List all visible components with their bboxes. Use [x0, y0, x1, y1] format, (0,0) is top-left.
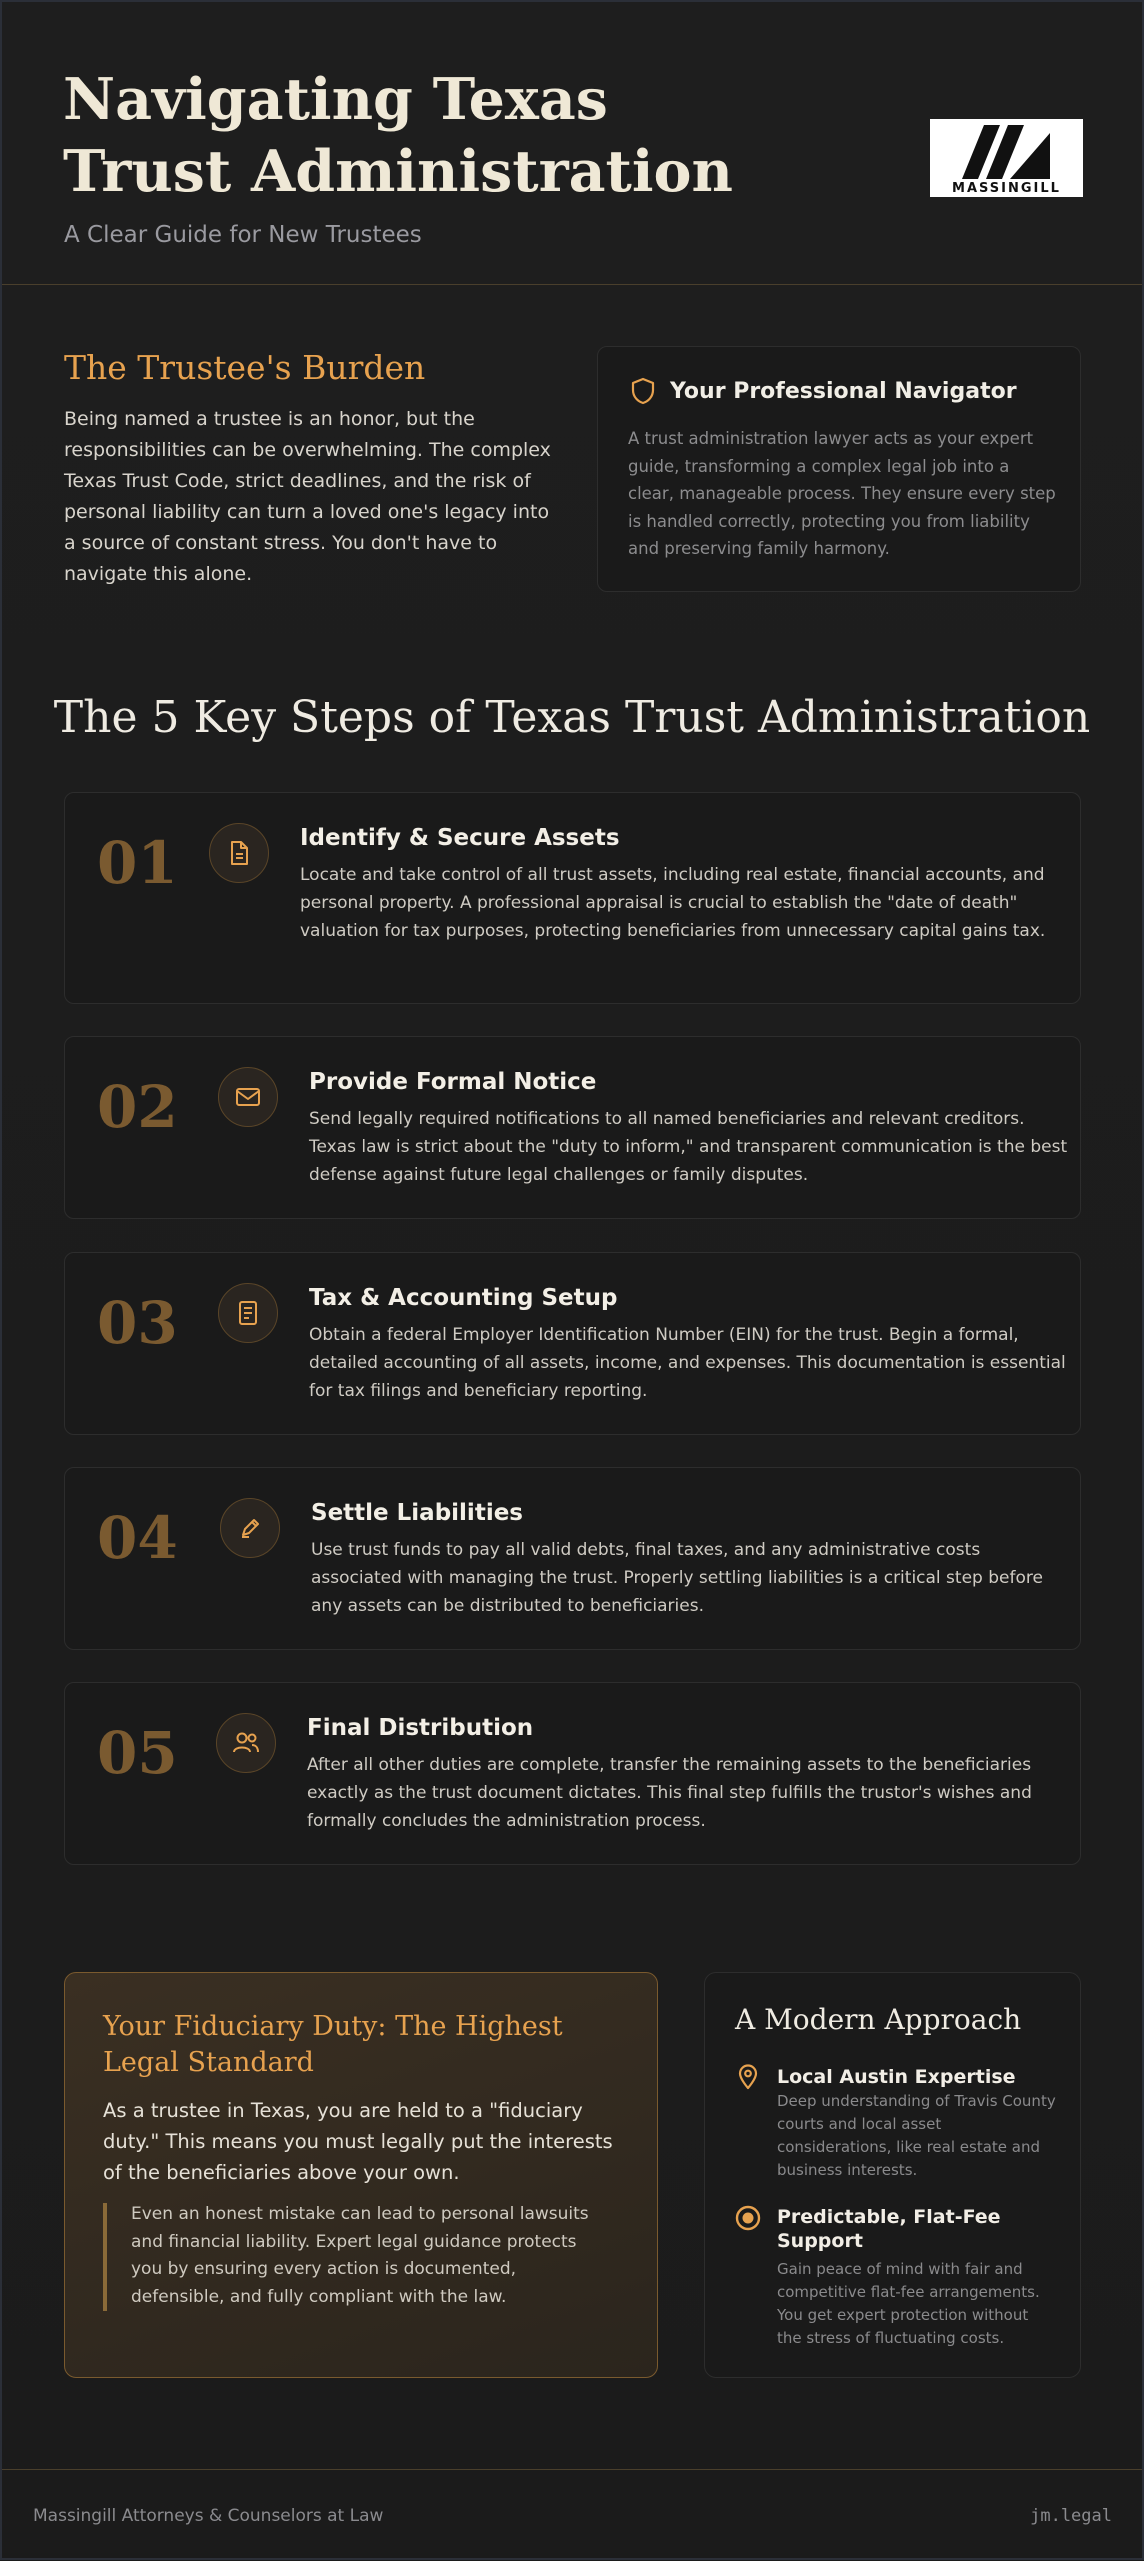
- page-title: Navigating Texas Trust Administration: [63, 66, 733, 205]
- massingill-logo: [930, 119, 1083, 197]
- footer-domain: jm.legal: [1030, 2506, 1112, 2526]
- page-footer: [2, 2469, 1142, 2561]
- map-pin-icon: [735, 2063, 761, 2095]
- step-title: Identify & Secure Assets: [300, 825, 620, 851]
- step-description: After all other duties are complete, transfer the remaining assets to the beneficiaries exactly as the trust document dictates. This final step fulfills the trustor's wishes and formally concludes the administration process.: [307, 1755, 1032, 1831]
- step-title: Provide Formal Notice: [309, 1069, 597, 1095]
- logo-wordmark: MASSINGILL: [952, 181, 1061, 196]
- step-number: 03: [97, 1289, 178, 1357]
- document-icon: [209, 823, 269, 883]
- duty-quote-text: Even an honest mistake can lead to personal lawsuits and financial liability. Expert legal guidance protects you by ensuring every action is documented, defensible, and fully compliant with the law.: [131, 2204, 589, 2307]
- step-title: Settle Liabilities: [311, 1500, 523, 1526]
- modern-title: A Modern Approach: [735, 2003, 1022, 2036]
- navigator-title: Your Professional Navigator: [670, 379, 1017, 404]
- step-number: 01: [97, 829, 178, 897]
- step-number: 04: [97, 1504, 178, 1572]
- modern-item-text: Deep understanding of Travis County courts and local asset considerations, like real estate and business interests.: [777, 2092, 1056, 2179]
- step-card-1: [64, 792, 1081, 1004]
- pen-icon: [220, 1498, 280, 1558]
- step-description: Locate and take control of all trust assets, including real estate, financial accounts, and personal property. A professional appraisal is crucial to establish the "date of death" valuation for tax purposes, protecting beneficiaries from unnecessary capital gains tax.: [300, 865, 1046, 941]
- fiduciary-duty-card: [64, 1972, 658, 2378]
- modern-item-text: Gain peace of mind with fair and competitive flat-fee arrangements. You get expert protection without the stress of fluctuating costs.: [777, 2260, 1040, 2347]
- step-number: 05: [97, 1719, 178, 1787]
- step-title: Final Distribution: [307, 1715, 534, 1741]
- step-card-3: [64, 1252, 1081, 1435]
- step-card-5: [64, 1682, 1081, 1865]
- coin-icon: [735, 2205, 761, 2235]
- navigator-text: A trust administration lawyer acts as your expert guide, transforming a complex legal job into a clear, manageable process. They ensure every step is handled correctly, protecting you from liability and preserving family harmony.: [628, 429, 1056, 558]
- duty-text: As a trustee in Texas, you are held to a "fiduciary duty." This means you must legally put the interests of the beneficiaries above your own.: [103, 2099, 613, 2184]
- page-header: [2, 2, 1142, 285]
- step-description: Send legally required notifications to all named beneficiaries and relevant creditors. Texas law is strict about the "duty to inform," and transparent communication is the best defense against future legal challenges or family disputes.: [309, 1109, 1068, 1185]
- duty-title: Your Fiduciary Duty: The Highest Legal Standard: [103, 2011, 563, 2078]
- burden-text: Being named a trustee is an honor, but the responsibilities can be overwhelming. The complex Texas Trust Code, strict deadlines, and the risk of personal liability can turn a loved one's legacy into a source of constant stress. You don't have to navigate this alone.: [64, 408, 551, 585]
- modern-item-title: Local Austin Expertise: [777, 2066, 1016, 2088]
- shield-icon: [630, 377, 656, 409]
- burden-heading: The Trustee's Burden: [64, 348, 426, 387]
- footer-firm-name: Massingill Attorneys & Counselors at Law: [33, 2506, 384, 2526]
- modern-item-title: Predictable, Flat-Fee Support: [777, 2206, 1001, 2252]
- navigator-card: [597, 346, 1081, 592]
- ledger-icon: [218, 1283, 278, 1343]
- modern-approach-card: [704, 1972, 1081, 2378]
- duty-quote: [103, 2203, 607, 2311]
- steps-heading: The 5 Key Steps of Texas Trust Administration: [53, 692, 1091, 743]
- step-title: Tax & Accounting Setup: [309, 1285, 618, 1311]
- mail-icon: [218, 1067, 278, 1127]
- step-card-2: [64, 1036, 1081, 1219]
- users-icon: [216, 1713, 276, 1773]
- step-description: Use trust funds to pay all valid debts, final taxes, and any administrative costs associated with managing the trust. Properly settling liabilities is a critical step before any assets can be distributed to beneficiaries.: [311, 1540, 1043, 1616]
- step-number: 02: [97, 1073, 178, 1141]
- page-subtitle: A Clear Guide for New Trustees: [64, 222, 422, 248]
- step-description: Obtain a federal Employer Identification Number (EIN) for the trust. Begin a formal, detailed accounting of all assets, income, and expenses. This documentation is essential for tax filings and beneficiary reporting.: [309, 1325, 1066, 1401]
- step-card-4: [64, 1467, 1081, 1650]
